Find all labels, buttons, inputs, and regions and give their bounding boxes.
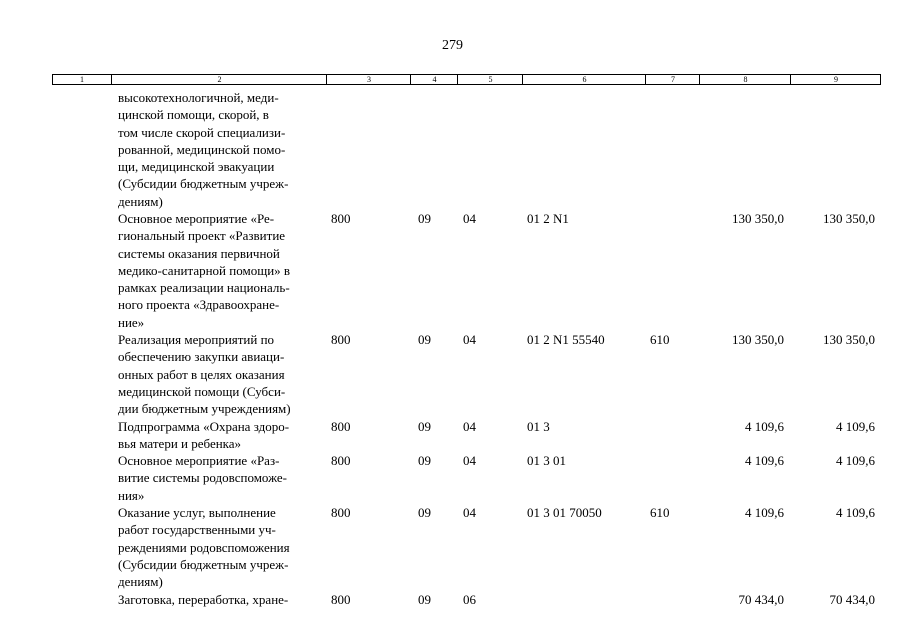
target-article-code: 01 3 01 70050 <box>527 505 602 520</box>
admin-code: 800 <box>331 592 351 607</box>
amount-col-9: 4 109,6 <box>836 453 875 468</box>
amount-col-8: 4 109,6 <box>745 453 784 468</box>
target-article-code: 01 2 N1 55540 <box>527 332 605 347</box>
amount-col-9: 130 350,0 <box>823 211 875 226</box>
description-line: Основное мероприятие «Ре- <box>118 211 275 226</box>
section-code: 09 <box>418 453 431 468</box>
admin-code: 800 <box>331 419 351 434</box>
section-code: 09 <box>418 332 431 347</box>
description-line: (Субсидии бюджетным учреж- <box>118 176 289 192</box>
description-line: витие системы родовспоможе- <box>118 470 288 486</box>
subsection-code: 04 <box>463 211 476 226</box>
target-article-code: 01 2 N1 <box>527 211 569 226</box>
target-article-code: 01 3 <box>527 419 550 434</box>
description-line: реждениями родовспоможения <box>118 539 290 555</box>
description-line: онных работ в целях оказания <box>118 366 285 382</box>
row-description <box>118 89 326 210</box>
description-line: медико-санитарной помощи» в <box>118 262 291 278</box>
row-description <box>118 591 326 608</box>
row-description <box>118 452 326 504</box>
subsection-code: 04 <box>463 505 476 520</box>
amount-col-9: 4 109,6 <box>836 419 875 434</box>
section-code: 09 <box>418 505 431 520</box>
amount-col-9: 130 350,0 <box>823 332 875 347</box>
header-col-8: 8 <box>699 75 791 84</box>
subsection-code: 04 <box>463 453 476 468</box>
description-line: рамках реализации националь- <box>118 280 290 296</box>
expense-type-code: 610 <box>650 332 670 347</box>
subsection-code: 04 <box>463 332 476 347</box>
description-line: обеспечению закупки авиаци- <box>118 349 285 365</box>
header-col-2: 2 <box>111 75 327 84</box>
table-header-row <box>52 74 881 85</box>
description-line: дии бюджетным учреждениям) <box>118 401 291 417</box>
row-description <box>118 504 326 590</box>
amount-col-8: 130 350,0 <box>732 332 784 347</box>
description-line: цинской помощи, скорой, в <box>118 107 269 123</box>
description-line: рованной, медицинской помо- <box>118 141 286 157</box>
section-code: 09 <box>418 419 431 434</box>
description-line: вья матери и ребенка» <box>118 436 242 452</box>
description-line: Реализация мероприятий по <box>118 332 275 347</box>
admin-code: 800 <box>331 211 351 226</box>
description-line: гиональный проект «Развитие <box>118 228 286 244</box>
description-line: системы оказания первичной <box>118 245 280 261</box>
description-line: дениям) <box>118 574 163 590</box>
admin-code: 800 <box>331 332 351 347</box>
section-code: 09 <box>418 211 431 226</box>
description-line: Подпрограмма «Охрана здоро- <box>118 419 290 434</box>
description-line: Заготовка, переработка, хране- <box>118 592 289 607</box>
header-col-1: 1 <box>80 75 84 84</box>
description-line: Основное мероприятие «Раз- <box>118 453 280 468</box>
admin-code: 800 <box>331 453 351 468</box>
row-description <box>118 331 326 417</box>
section-code: 09 <box>418 592 431 607</box>
description-line: (Субсидии бюджетным учреж- <box>118 556 289 572</box>
header-col-9: 9 <box>790 75 881 84</box>
description-line: Оказание услуг, выполнение <box>118 505 276 520</box>
subsection-code: 06 <box>463 592 476 607</box>
description-line: медицинской помощи (Субси- <box>118 383 286 399</box>
description-line: высокотехнологичной, меди- <box>118 90 279 105</box>
description-line: ние» <box>118 314 145 330</box>
header-col-6: 6 <box>522 75 646 84</box>
amount-col-8: 4 109,6 <box>745 419 784 434</box>
target-article-code: 01 3 01 <box>527 453 566 468</box>
admin-code: 800 <box>331 505 351 520</box>
page-number: 279 <box>442 38 463 53</box>
row-description <box>118 418 326 453</box>
subsection-code: 04 <box>463 419 476 434</box>
header-col-4: 4 <box>410 75 458 84</box>
description-line: щи, медицинской эвакуации <box>118 159 275 175</box>
description-line: дениям) <box>118 193 163 209</box>
amount-col-8: 130 350,0 <box>732 211 784 226</box>
amount-col-8: 70 434,0 <box>738 592 784 607</box>
expense-type-code: 610 <box>650 505 670 520</box>
header-col-3: 3 <box>326 75 411 84</box>
header-col-7: 7 <box>645 75 700 84</box>
description-line: ного проекта «Здравоохране- <box>118 297 280 313</box>
description-line: работ государственными уч- <box>118 522 276 538</box>
description-line: ния» <box>118 487 145 503</box>
amount-col-8: 4 109,6 <box>745 505 784 520</box>
row-description <box>118 210 326 331</box>
amount-col-9: 4 109,6 <box>836 505 875 520</box>
header-col-5: 5 <box>457 75 523 84</box>
amount-col-9: 70 434,0 <box>829 592 875 607</box>
description-line: том числе скорой специализи- <box>118 124 286 140</box>
